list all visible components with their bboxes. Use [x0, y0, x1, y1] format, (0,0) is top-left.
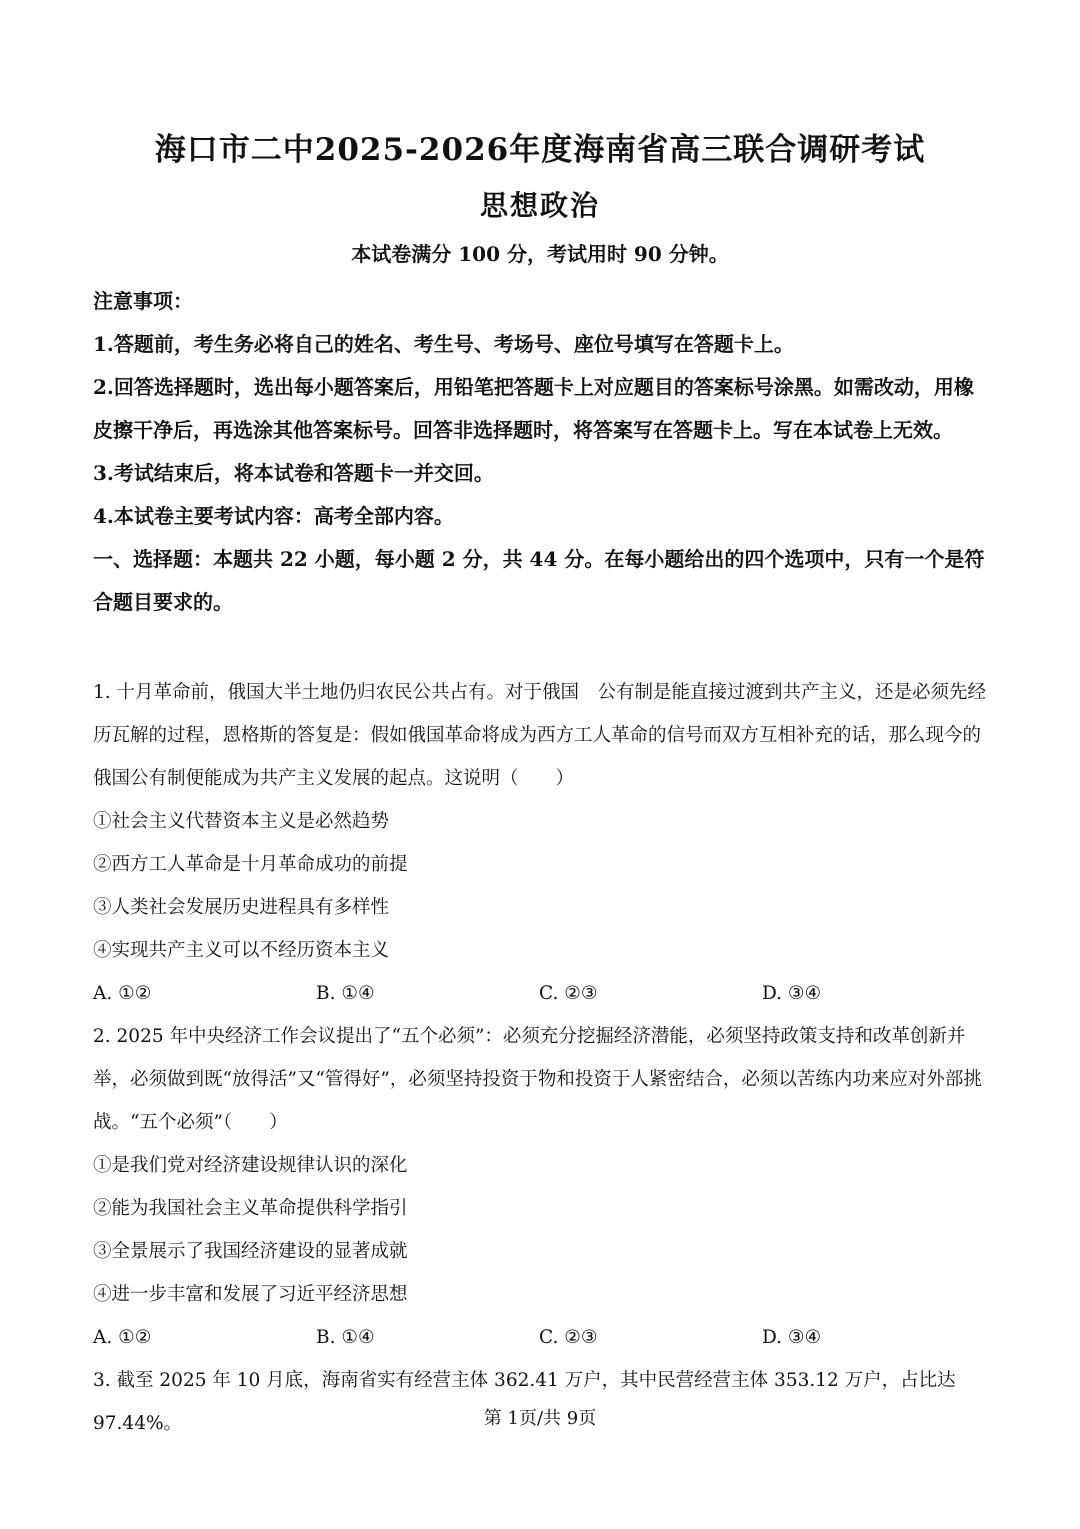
choice-a: A. ①② [93, 1327, 152, 1348]
question-stem: 1. 十月革命前，俄国大半土地仍归农民公共占有。对于俄国 公有制是能直接过渡到共产主义，还是必须先经历瓦解的过程，恩格斯的答复是：假如俄国革命将成为西方工人革命的信号而双方互相补充的话，那么现今的俄国公有制便能成为共产主义发展的起点。这说明（ ） [93, 682, 987, 789]
notice-item-3: 3.考试结束后，将本试卷和答题卡一并交回。 [93, 461, 494, 485]
choice-d: D. ③④ [762, 983, 822, 1004]
question-option: ③人类社会发展历史进程具有多样性 [93, 897, 390, 918]
question-option: ②能为我国社会主义革命提供科学指引 [93, 1198, 408, 1219]
choice-a: A. ①② [93, 983, 152, 1004]
exam-title: 海口市二中2025-2026年度海南省高三联合调研考试 [154, 132, 926, 168]
question-option: ④实现共产主义可以不经历资本主义 [93, 940, 390, 961]
question-3 [93, 1359, 993, 1445]
answer-choices [93, 972, 993, 1015]
question-1 [93, 671, 993, 1015]
answer-choices [93, 1316, 993, 1359]
choice-b: B. ①④ [316, 1327, 375, 1348]
page-number: 第 1页/共 9页 [483, 1408, 597, 1429]
question-option: ①是我们党对经济建设规律认识的深化 [93, 1155, 408, 1176]
question-option: ①社会主义代替资本主义是必然趋势 [93, 811, 390, 832]
question-2 [93, 1015, 993, 1359]
notice-heading: 注意事项： [93, 289, 193, 313]
notice-section [93, 280, 993, 624]
exam-meta: 本试卷满分 100 分，考试用时 90 分钟。 [351, 242, 729, 266]
choice-b: B. ①④ [316, 983, 375, 1004]
section-heading: 一、选择题：本题共 22 小题，每小题 2 分，共 44 分。在每小题给出的四个选项中，只有一个是符合题目要求的。 [93, 547, 985, 614]
question-stem: 2. 2025 年中央经济工作会议提出了“五个必须”：必须充分挖掘经济潜能，必须坚持政策支持和改革创新并举，必须做到既“放得活”又“管得好”，必须坚持投资于物和投资于人紧密结合，必须以苦练内功来应对外部挑战。“五个必须”（ ） [93, 1026, 982, 1133]
choice-d: D. ③④ [762, 1327, 822, 1348]
choice-c: C. ②③ [539, 983, 598, 1004]
question-option: ③全景展示了我国经济建设的显著成就 [93, 1241, 408, 1262]
notice-item-1: 1.答题前，考生务必将自己的姓名、考生号、考场号、座位号填写在答题卡上。 [93, 332, 794, 356]
choice-c: C. ②③ [539, 1327, 598, 1348]
notice-item-4: 4.本试卷主要考试内容：高考全部内容。 [93, 504, 454, 528]
question-option: ④进一步丰富和发展了习近平经济思想 [93, 1284, 408, 1305]
exam-subject: 思想政治 [479, 189, 600, 222]
question-stem: 3. 截至 2025 年 10 月底，海南省实有经营主体 362.41 万户，其中民营经营主体 353.12 万户，占比达 97.44%。 [93, 1370, 956, 1434]
notice-item-2: 2.回答选择题时，选出每小题答案后，用铅笔把答题卡上对应题目的答案标号涂黑。如需改动，用橡皮擦干净后，再选涂其他答案标号。回答非选择题时，将答案写在答题卡上。写在本试卷上无效。 [93, 375, 974, 442]
question-option: ②西方工人革命是十月革命成功的前提 [93, 854, 408, 875]
question-list [93, 671, 993, 1445]
